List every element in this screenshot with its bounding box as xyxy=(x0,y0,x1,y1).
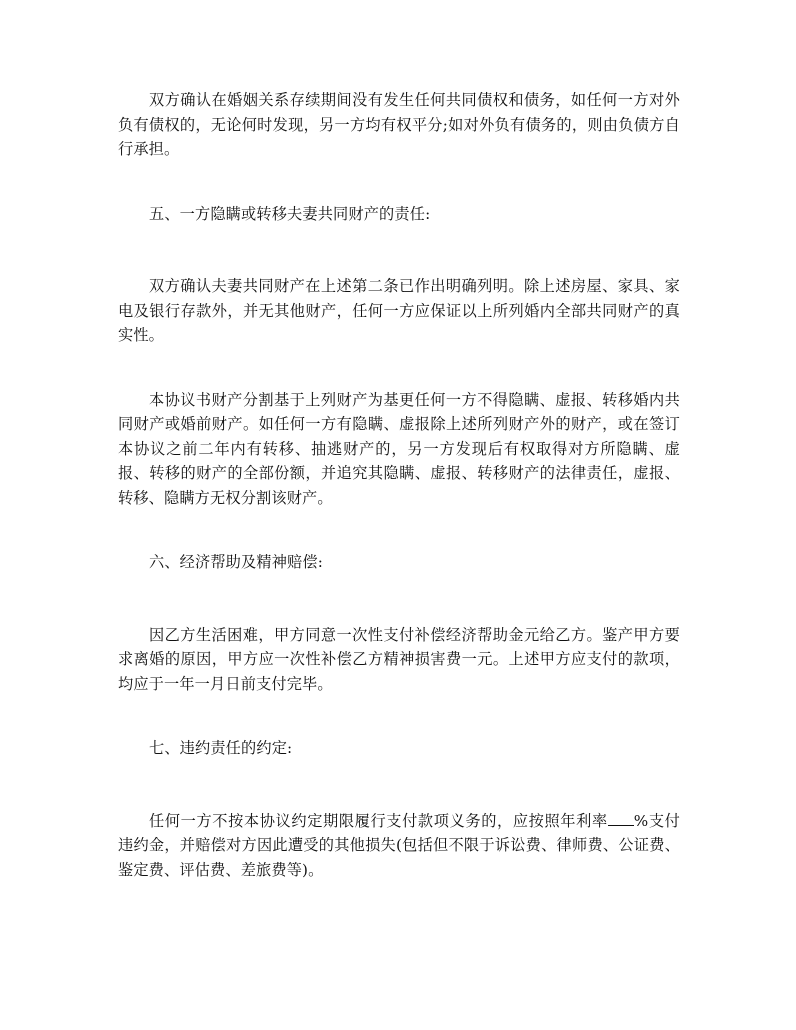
spacer xyxy=(118,348,680,388)
breach-text-start: 任何一方不按本协议约定期限履行支付款项义务的，应按照年利率 xyxy=(149,811,608,830)
section-7-heading: 七、违约责任的约定: xyxy=(149,739,293,757)
spacer xyxy=(118,162,680,202)
document-page xyxy=(118,88,680,882)
interest-rate-blank xyxy=(608,811,634,826)
breach-liability-paragraph xyxy=(118,809,680,883)
debt-confirmation-paragraph: 双方确认在婚姻关系存续期间没有发生任何共同债权和债务，如任何一方对外负有债权的，无论何时发现，另一方均有权平分;如对外负有债务的，则由负债方自行承担。 xyxy=(118,91,680,158)
spacer xyxy=(118,226,680,274)
spacer xyxy=(118,696,680,736)
spacer xyxy=(118,575,680,623)
spacer xyxy=(118,510,680,550)
section-5-heading: 五、一方隐瞒或转移夫妻共同财产的责任: xyxy=(149,204,431,223)
section-6-heading: 六、经济帮助及精神赔偿: xyxy=(149,553,323,571)
concealment-liability-paragraph: 本协议书财产分割基于上列财产为基更任何一方不得隐瞒、虚报、转移婚内共同财产或婚前财产。如任何一方有隐瞒、虚报除上述所列财产外的财产，或在签订本协议之前二年内有转移、抽逃财产的，另一方发现后有权取得对方所隐瞒、虚报、转移的财产的全部份额，并追究其隐瞒、虚报、转移财产的法律责任，虚报、转移、隐瞒方无权分割该财产。 xyxy=(118,390,680,507)
joint-property-paragraph: 双方确认夫妻共同财产在上述第二条已作出明确列明。除上述房屋、家具、家电及银行存款外，并无其他财产，任何一方应保证以上所列婚内全部共同财产的真实性。 xyxy=(118,277,680,344)
spacer xyxy=(118,761,680,809)
breach-text-end: %支付违约金，并赔偿对方因此遭受的其他损失(包括但不限于诉讼费、律师费、公证费、鉴定费、评估费、差旅费等)。 xyxy=(118,811,680,879)
economic-assistance-paragraph: 因乙方生活困难，甲方同意一次性支付补偿经济帮助金元给乙方。鉴产甲方要求离婚的原因，甲方应一次性补偿乙方精神损害费一元。上述甲方应支付的款项，均应于一年一月日前支付完毕。 xyxy=(118,625,680,693)
